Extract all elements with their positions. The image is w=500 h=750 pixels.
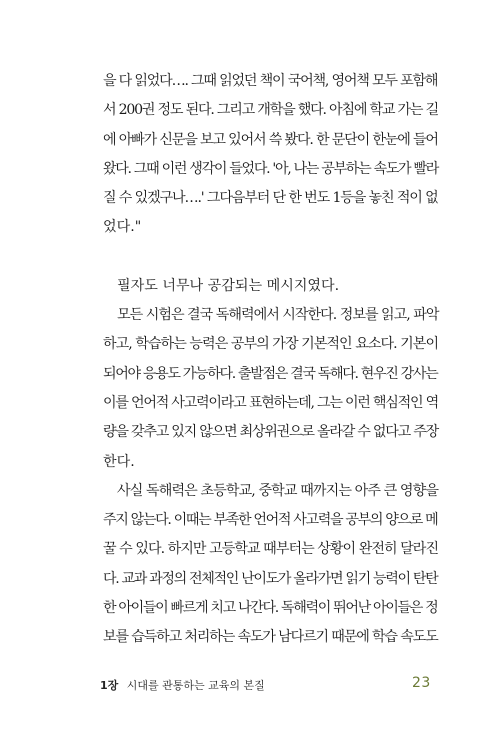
text-line: 보를 습득하고 처리하는 속도가 남다르기 때문에 학습 속도도 (103, 629, 438, 646)
text-line: 한다. (103, 453, 135, 470)
paragraph (103, 272, 439, 301)
chapter-title: 시대를 관통하는 교육의 본질 (126, 679, 265, 692)
text-line: 질 수 있겠구나….' 그다음부터 단 한 번도 1등을 놓친 적이 없 (103, 190, 438, 207)
text-line: 하고, 학습하는 능력은 공부의 가장 기본적인 요소다. 기본이 (103, 336, 439, 353)
text-line: 주지 않는다. 이때는 부족한 언어적 사고력을 공부의 양으로 메 (103, 512, 438, 529)
paragraph (103, 301, 439, 477)
text-line: 에 아빠가 신문을 보고 있어서 쓱 봤다. 한 문단이 한눈에 들어 (103, 131, 438, 148)
paragraph-gap (103, 243, 439, 272)
body-text (103, 67, 439, 653)
text-line: 왔다. 그때 이런 생각이 들었다. '아, 나는 공부하는 속도가 빨라 (103, 160, 439, 177)
text-line: 이를 언어적 사고력이라고 표현하는데, 그는 이런 핵심적인 역 (103, 394, 438, 411)
running-footer (100, 677, 265, 693)
text-line: 필자도 너무나 공감되는 메시지였다. (117, 277, 340, 294)
text-line: 다. 교과 과정의 전체적인 난이도가 올라가면 읽기 능력이 탄탄 (103, 570, 438, 587)
text-line: 을 다 읽었다…. 그때 읽었던 책이 국어책, 영어책 모두 포함해 (103, 73, 438, 89)
text-line: 량을 갖추고 있지 않으면 최상위권으로 올라갈 수 없다고 주장 (103, 424, 438, 441)
page-number: 23 (412, 675, 431, 691)
text-line: 되어야 응용도 가능하다. 출발점은 결국 독해다. 현우진 강사는 (103, 365, 438, 382)
text-line: 서 200권 정도 된다. 그리고 개학을 했다. 아침에 학교 가는 길 (103, 102, 438, 119)
chapter-number: 1장 (100, 679, 119, 692)
text-line: 한 아이들이 빠르게 치고 나간다. 독해력이 뛰어난 아이들은 정 (103, 600, 438, 617)
text-line: 모든 시험은 결국 독해력에서 시작한다. 정보를 읽고, 파악 (117, 307, 439, 324)
text-line: 었다." (103, 219, 142, 236)
text-line: 사실 독해력은 초등학교, 중학교 때까지는 아주 큰 영향을 (117, 482, 439, 499)
text-line: 꿀 수 있다. 하지만 고등학교 때부터는 상황이 완전히 달라진 (103, 541, 439, 558)
paragraph (103, 477, 439, 653)
paragraph-quote-end (103, 67, 439, 243)
